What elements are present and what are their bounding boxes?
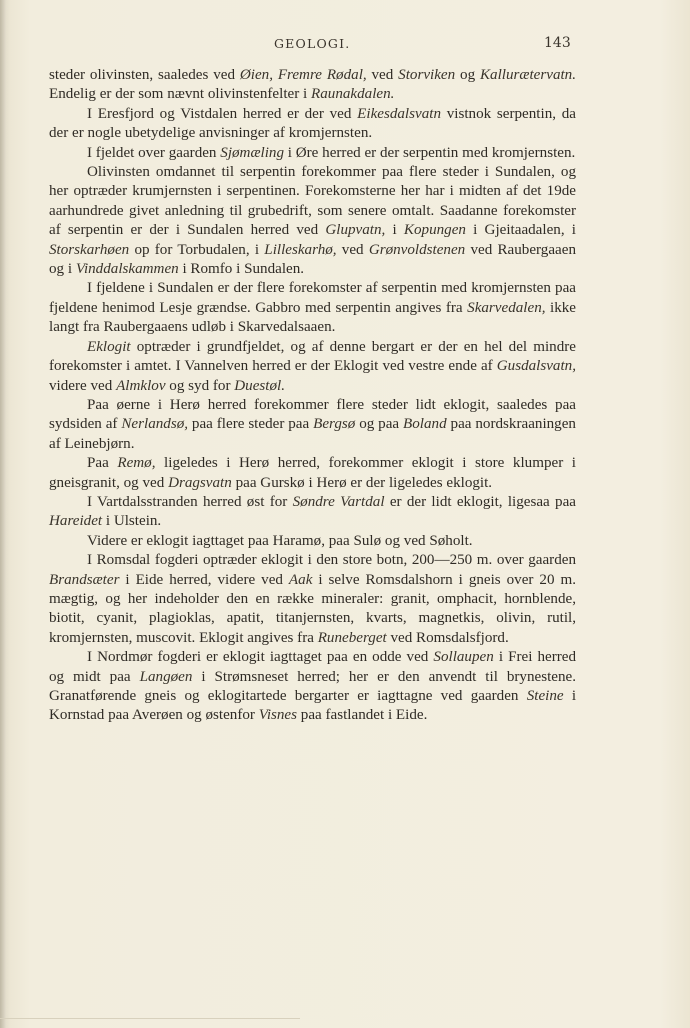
text-run: Videre er eklogit iagttaget paa Haramø, paa Sulø og ved Søholt. — [87, 532, 473, 549]
place-name: Steine — [526, 688, 564, 704]
place-name: Sjømæling — [220, 144, 285, 161]
place-name: Brandsæter — [49, 571, 120, 588]
text-run: I Eresfjord og Vistdalen herred er der ved — [87, 105, 358, 122]
place-name: Grønvoldstenen — [368, 241, 466, 258]
text-run: i Eide herred, videre ved — [119, 571, 289, 588]
place-name: Gusdalsvatn, — [496, 358, 576, 375]
text-run: Olivinsten omdannet til serpentin forekommer paa flere steder i Sundalen, og her optræder krumjernsten i serpentinen. Forekomsterne her har i midten af det 19de aarhundrede givet anledning til grubedrift, som senere omtalt. Saadanne forekomster af serpentin er der i Sundalen herred ved — [49, 164, 576, 239]
text-run: i Frei herred og midt paa — [49, 649, 576, 685]
text-run: i — [385, 222, 404, 239]
place-name: Sollaupen — [433, 649, 494, 666]
place-name: Kallurætervatn. — [479, 67, 577, 83]
place-name: Øien, Fremre Rødal, — [239, 67, 367, 83]
text-run: vistnok serpentin, da der er nogle ubetydelige anvisninger af kromjernsten. — [49, 105, 576, 142]
text-run: i Kornstad paa Averøen og østenfor — [49, 688, 577, 724]
place-name: Raunakdalen. — [311, 86, 395, 103]
paragraph — [49, 532, 576, 551]
text-run: og paa — [355, 416, 404, 433]
paragraph — [49, 551, 576, 648]
text-run: i Gjeitaadalen, i — [465, 222, 576, 239]
place-name: Vinddalskammen — [75, 261, 179, 278]
page-header — [0, 36, 690, 54]
place-name: Søndre Vartdal — [292, 493, 385, 510]
text-run: Paa — [87, 455, 118, 472]
page-spine-shadow — [0, 0, 6, 1028]
place-name: Remø, — [117, 455, 156, 472]
text-run: ved Romsdalsfjord. — [386, 629, 509, 646]
paragraph — [49, 338, 576, 396]
text-run: videre ved — [49, 377, 117, 394]
text-run: paa Gurskø i Herø er der ligeledes eklogit. — [231, 474, 493, 491]
text-run: ved — [366, 67, 399, 83]
text-run: i selve Romsdalshorn i gneis over 20 m. mægtig, og her indeholder den en række mineraler: granit, omphacit, hornblende, biotit, cyanit, plagioklas, apatit, titanjernsten, kvarts, magnetkis, olivin, rutil, kromjernsten, muscovit. Eklogit angives fra — [49, 571, 576, 646]
text-run: i Øre herred er der serpentin med kromjernsten. — [284, 144, 576, 161]
text-run: optræder i grundfjeldet, og af denne bergart er der en hel del mindre forekomster i amtet. I Vannelven herred er der Eklogit ved vestre ende af — [49, 338, 576, 375]
paragraph — [49, 493, 576, 532]
text-run: og — [455, 67, 480, 83]
text-run: Endelig er der som nævnt olivinstenfelter i — [49, 86, 311, 103]
text-run: er der lidt eklogit, ligesaa paa — [384, 493, 576, 510]
place-name: Aak — [288, 571, 313, 588]
text-run: I Romsdal fogderi optræder eklogit i den store botn, 200—250 m. over gaarden — [87, 552, 576, 569]
text-run: i Strømsneset herred; her er den anvendt til brynestene. Granatførende gneis og eklogitartede bergarter er iagttagne ved gaarden — [49, 668, 576, 704]
text-run: paa flere steder paa — [188, 416, 314, 433]
place-name: Lilleskarhø, — [264, 241, 337, 258]
place-name: Storviken — [398, 67, 456, 83]
text-run: og syd for — [165, 377, 235, 394]
place-name: Dragsvatn — [168, 474, 232, 491]
paragraph — [49, 105, 576, 144]
running-title: GEOLOGI. — [274, 36, 351, 51]
text-run: paa fastlandet i Eide. — [297, 707, 428, 724]
place-name: Eklogit — [87, 338, 131, 355]
page-number: 143 — [544, 35, 571, 51]
text-run: I fjeldene i Sundalen er der flere forekomster af serpentin med kromjernsten paa fjeldene henimod Lesje grændse. Gabbro med serpentin angives fra — [49, 280, 576, 316]
paragraph — [49, 163, 576, 279]
place-name: Glupvatn, — [325, 222, 386, 239]
place-name: Storskarhøen — [49, 241, 130, 258]
page-bottom-edge — [0, 1018, 300, 1019]
paragraph — [49, 144, 576, 163]
place-name: Boland — [403, 416, 447, 433]
text-run: op for Torbudalen, i — [129, 241, 265, 258]
text-run: steder olivinsten, saaledes ved — [49, 67, 240, 83]
text-run: I Vartdalsstranden herred øst for — [87, 493, 293, 510]
place-name: Hareidet — [49, 513, 103, 530]
text-run: i Ulstein. — [102, 513, 162, 530]
paragraph — [49, 396, 576, 454]
place-name: Runeberget — [317, 629, 387, 646]
place-name: Nerlandsø, — [121, 416, 189, 433]
paragraph — [49, 279, 576, 337]
text-run: ikke langt fra Raubergaaens udløb i Skarvedalsaaen. — [49, 299, 577, 336]
text-run: Paa øerne i Herø herred forekommer flere steder lidt eklogit, saaledes paa sydsiden af — [49, 396, 576, 433]
place-name: Almklov — [116, 377, 166, 394]
paragraph — [49, 66, 576, 105]
place-name: Kopungen — [403, 222, 466, 239]
place-name: Eikesdalsvatn — [357, 105, 441, 122]
place-name: Bergsø — [313, 416, 356, 433]
place-name: Langøen — [139, 668, 193, 685]
text-run: I fjeldet over gaarden — [87, 144, 221, 161]
text-run: ved — [336, 241, 369, 258]
place-name: Duestøl. — [234, 377, 286, 394]
place-name: Visnes — [258, 707, 298, 724]
place-name: Skarvedalen, — [467, 299, 546, 316]
text-run: paa nordskraaningen af Leinebjørn. — [49, 416, 576, 452]
body-text — [49, 66, 576, 726]
text-run: ved Raubergaaen og i — [49, 241, 576, 278]
paragraph — [49, 648, 576, 726]
text-run: i Romfo i Sundalen. — [178, 261, 305, 278]
paragraph — [49, 454, 576, 493]
text-run: ligeledes i Herø herred, forekommer eklogit i store klumper i gneisgranit, og ved — [49, 455, 576, 491]
text-run: I Nordmør fogderi er eklogit iagttaget paa en odde ved — [87, 649, 434, 666]
